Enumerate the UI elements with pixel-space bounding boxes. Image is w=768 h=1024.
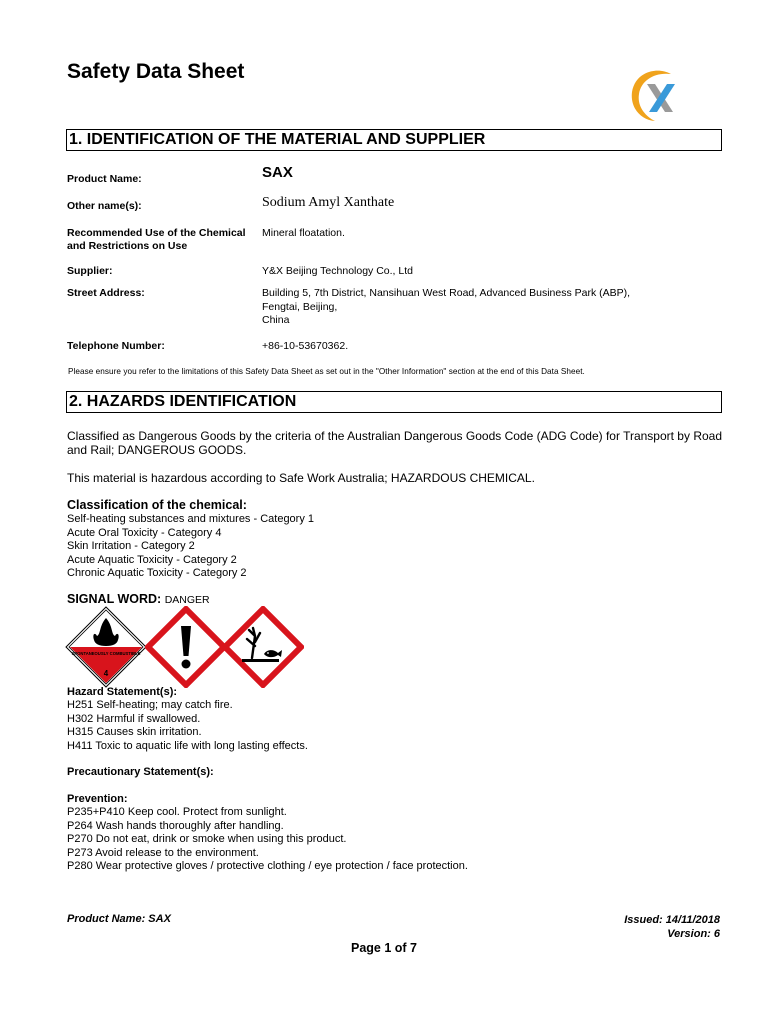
signal-word-label: SIGNAL WORD: <box>67 592 162 606</box>
supplier-label: Supplier: <box>67 265 113 277</box>
hazard-statements-heading: Hazard Statement(s): <box>67 686 178 698</box>
street-address-line: Fengtai, Beijing, <box>262 300 338 313</box>
prevention-list <box>67 806 468 874</box>
spontaneously-combustible-class4-icon <box>65 606 147 688</box>
classification-heading: Classification of the chemical: <box>67 498 247 512</box>
hazard-statements-list <box>67 699 308 753</box>
list-item: P264 Wash hands thoroughly after handling. <box>67 819 284 832</box>
list-item: Chronic Aquatic Toxicity - Category 2 <box>67 567 247 579</box>
list-item: Acute Oral Toxicity - Category 4 <box>67 526 222 539</box>
list-item: P270 Do not eat, drink or smoke when using this product. <box>67 833 347 845</box>
signal-word-value: DANGER <box>164 594 210 606</box>
signal-word <box>67 592 210 606</box>
product-name-value: SAX <box>262 164 293 181</box>
list-item: Acute Aquatic Toxicity - Category 2 <box>67 553 237 566</box>
dangerous-goods-classification-text: Classified as Dangerous Goods by the criteria of the Australian Dangerous Goods Code (ADG Code) for Transport by Road and Rail; DANGEROUS GOODS. <box>67 429 723 457</box>
yx-logo-icon <box>627 66 689 124</box>
section-1-heading: 1. IDENTIFICATION OF THE MATERIAL AND SUPPLIER <box>66 129 722 151</box>
list-item: H315 Causes skin irritation. <box>67 726 202 738</box>
pictogram-number: 4 <box>103 669 109 678</box>
environment-hazard-icon <box>222 606 304 688</box>
product-name-label: Product Name: <box>67 173 142 185</box>
telephone-label: Telephone Number: <box>67 340 165 352</box>
footer-issued: Issued: 14/11/2018 <box>624 914 720 926</box>
prevention-heading: Prevention: <box>67 793 128 805</box>
footer-product-name: Product Name: SAX <box>67 913 171 925</box>
street-address-label: Street Address: <box>67 287 145 299</box>
recommended-use-value: Mineral floatation. <box>262 227 345 239</box>
list-item: P273 Avoid release to the environment. <box>67 846 259 859</box>
exclamation-mark-icon <box>145 606 227 688</box>
street-address-line: China <box>262 314 290 326</box>
list-item: H251 Self-heating; may catch fire. <box>67 699 233 711</box>
recommended-use-label-line: and Restrictions on Use <box>67 240 188 252</box>
list-item: P235+P410 Keep cool. Protect from sunlight. <box>67 806 287 818</box>
list-item: Self-heating substances and mixtures - Category 1 <box>67 513 315 525</box>
limitations-note: Please ensure you refer to the limitations of this Safety Data Sheet as set out in the "Other Information" section at the end of this Data Sheet. <box>68 367 585 376</box>
footer-version: Version: 6 <box>667 928 720 940</box>
list-item: P280 Wear protective gloves / protective clothing / eye protection / face protection. <box>67 860 468 872</box>
street-address-value <box>262 287 630 328</box>
recommended-use-label-line: Recommended Use of the Chemical <box>67 227 246 239</box>
other-names-label: Other name(s): <box>67 200 142 212</box>
classification-list <box>67 513 314 581</box>
section-2-heading: 2. HAZARDS IDENTIFICATION <box>66 391 722 413</box>
recommended-use-label <box>67 227 246 253</box>
footer-issue-info <box>624 913 720 941</box>
list-item: Skin Irritation - Category 2 <box>67 540 195 552</box>
supplier-value: Y&X Beijing Technology Co., Ltd <box>262 265 413 277</box>
other-names-value: Sodium Amyl Xanthate <box>262 195 395 210</box>
telephone-value: +86-10-53670362. <box>262 340 349 352</box>
list-item: H302 Harmful if swallowed. <box>67 712 201 725</box>
document-title: Safety Data Sheet <box>67 60 245 83</box>
list-item: H411 Toxic to aquatic life with long lasting effects. <box>67 739 308 752</box>
street-address-line: Building 5, 7th District, Nansihuan West Road, Advanced Business Park (ABP), <box>262 287 631 299</box>
precautionary-statements-heading: Precautionary Statement(s): <box>67 766 214 778</box>
pictogram-text: SPONTANEOUSLY COMBUSTIBLE <box>71 651 141 656</box>
hazardous-chemical-text: This material is hazardous according to Safe Work Australia; HAZARDOUS CHEMICAL. <box>67 471 535 485</box>
page-number: Page 1 of 7 <box>351 941 417 955</box>
